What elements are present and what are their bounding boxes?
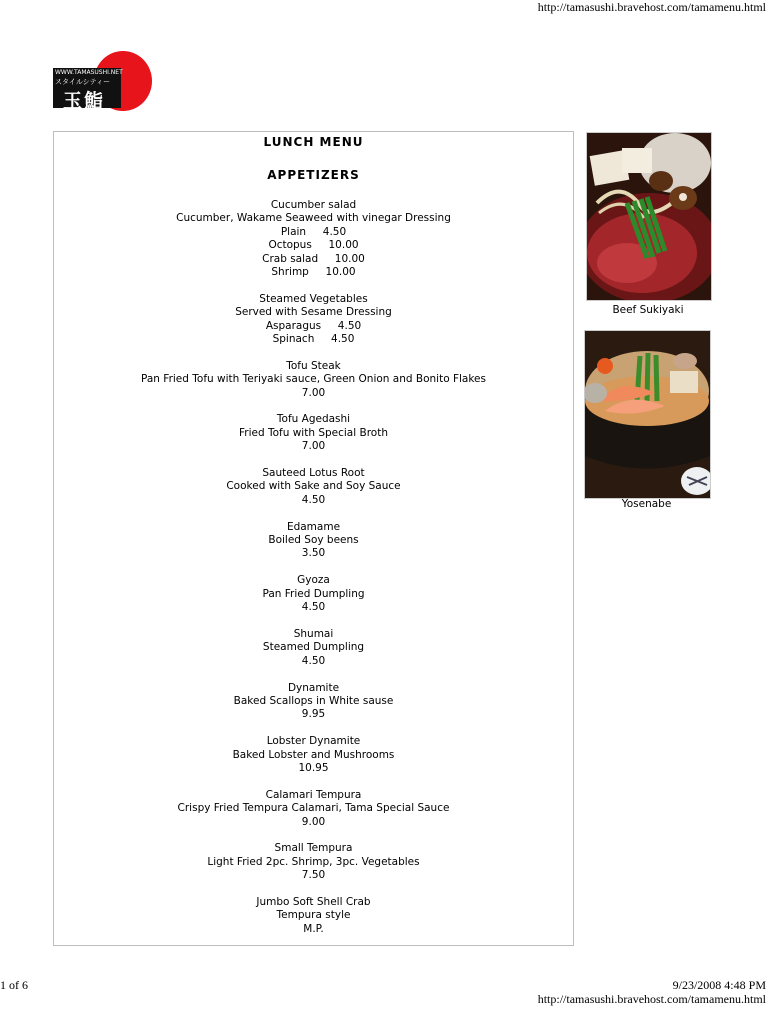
menu-item-name: Edamame [286, 520, 341, 533]
menu-item-name: Jumbo Soft Shell Crab [256, 895, 371, 908]
logo-site-text: WWW.TAMASUSHI.NET [55, 69, 123, 76]
menu-item-detail: Served with Sesame Dressing [235, 306, 392, 319]
menu-item-detail: 7.00 [301, 440, 326, 453]
menu-item-detail: Baked Scallops in White sause [233, 694, 394, 707]
menu-item-name: Small Tempura [274, 842, 353, 855]
menu-item [54, 574, 573, 614]
menu-item-detail: Fried Tofu with Special Broth [239, 426, 388, 439]
menu-item-detail: Crab salad 10.00 [262, 252, 365, 265]
menu-item-detail: Pan Fried Tofu with Teriyaki sauce, Green Onion and Bonito Flakes [141, 373, 486, 386]
menu-item-detail: Tempura style [276, 909, 351, 922]
menu-item-detail: Light Fried 2pc. Shrimp, 3pc. Vegetables [207, 855, 420, 868]
menu-item-detail: 9.00 [301, 815, 326, 828]
menu-item-name: Tofu Agedashi [276, 413, 351, 426]
beef-sukiyaki-photo [586, 132, 712, 301]
menu-item-detail: Crispy Fried Tempura Calamari, Tama Special Sauce [177, 802, 450, 815]
yosenabe-photo [584, 330, 711, 499]
menu-item [54, 842, 573, 882]
print-page-number: 1 of 6 [0, 978, 28, 992]
menu-item-name: Shumai [293, 627, 334, 640]
menu-item-name: Cucumber salad [270, 199, 357, 211]
menu-item-detail: Steamed Dumpling [262, 641, 365, 654]
menu-item-name: Dynamite [287, 681, 340, 694]
menu-item-detail: Baked Lobster and Mushrooms [232, 748, 395, 761]
menu-item-detail: 4.50 [301, 493, 326, 506]
menu-item [54, 682, 573, 722]
menu-item-name: Lobster Dynamite [266, 735, 361, 748]
menu-item [54, 735, 573, 775]
menu-item-detail: Spinach 4.50 [272, 333, 355, 346]
menu-item [54, 789, 573, 829]
section-title-appetizers: APPETIZERS [267, 168, 360, 182]
lunch-menu-panel [53, 131, 574, 946]
menu-item-detail: 4.50 [301, 654, 326, 667]
beef-sukiyaki-caption: Beef Sukiyaki [612, 304, 684, 316]
menu-item-detail: Asparagus 4.50 [265, 319, 362, 332]
menu-item-detail: Cucumber, Wakame Seaweed with vinegar Dressing [176, 212, 451, 225]
menu-item [54, 413, 573, 453]
menu-item-list [54, 199, 573, 950]
print-header-url: http://tamasushi.bravehost.com/tamamenu.html [537, 0, 766, 14]
menu-item-name: Tofu Steak [286, 359, 341, 372]
menu-item-detail: Boiled Soy beens [268, 534, 359, 547]
menu-item-name: Calamari Tempura [265, 788, 362, 801]
menu-item-name: Gyoza [297, 574, 330, 587]
menu-item-detail: M.P. [303, 922, 324, 935]
menu-item-detail: 3.50 [301, 547, 326, 560]
menu-item-detail: 10.95 [298, 761, 329, 774]
menu-item-detail: 4.50 [301, 601, 326, 614]
menu-item-name: Steamed Vegetables [259, 292, 368, 305]
menu-item-detail: 7.00 [301, 386, 326, 399]
yosenabe-caption: Yosenabe [621, 498, 672, 510]
menu-item [54, 199, 573, 279]
menu-item [54, 360, 573, 400]
restaurant-logo[interactable] [53, 50, 153, 114]
menu-item-detail: Cooked with Sake and Soy Sauce [226, 480, 401, 493]
menu-item [54, 896, 573, 936]
menu-item-detail: Octopus 10.00 [268, 239, 359, 252]
menu-item-detail: Plain 4.50 [280, 225, 347, 238]
menu-item [54, 521, 573, 561]
menu-item [54, 467, 573, 507]
menu-item-name: Sauteed Lotus Root [262, 467, 365, 480]
menu-item-detail: 7.50 [301, 869, 326, 882]
logo-kanji-text: 玉鮨 [63, 90, 106, 112]
menu-item-detail: 9.95 [301, 708, 326, 721]
print-footer-url: http://tamasushi.bravehost.com/tamamenu.html [537, 992, 766, 1006]
menu-item-detail: Shrimp 10.00 [271, 266, 356, 279]
logo-kana-text: スタイルシティー [55, 78, 111, 86]
menu-item [54, 628, 573, 668]
menu-item-detail: Pan Fried Dumpling [262, 587, 365, 600]
print-datetime: 9/23/2008 4:48 PM [672, 978, 766, 992]
menu-item [54, 293, 573, 347]
menu-title: LUNCH MENU [263, 135, 364, 149]
